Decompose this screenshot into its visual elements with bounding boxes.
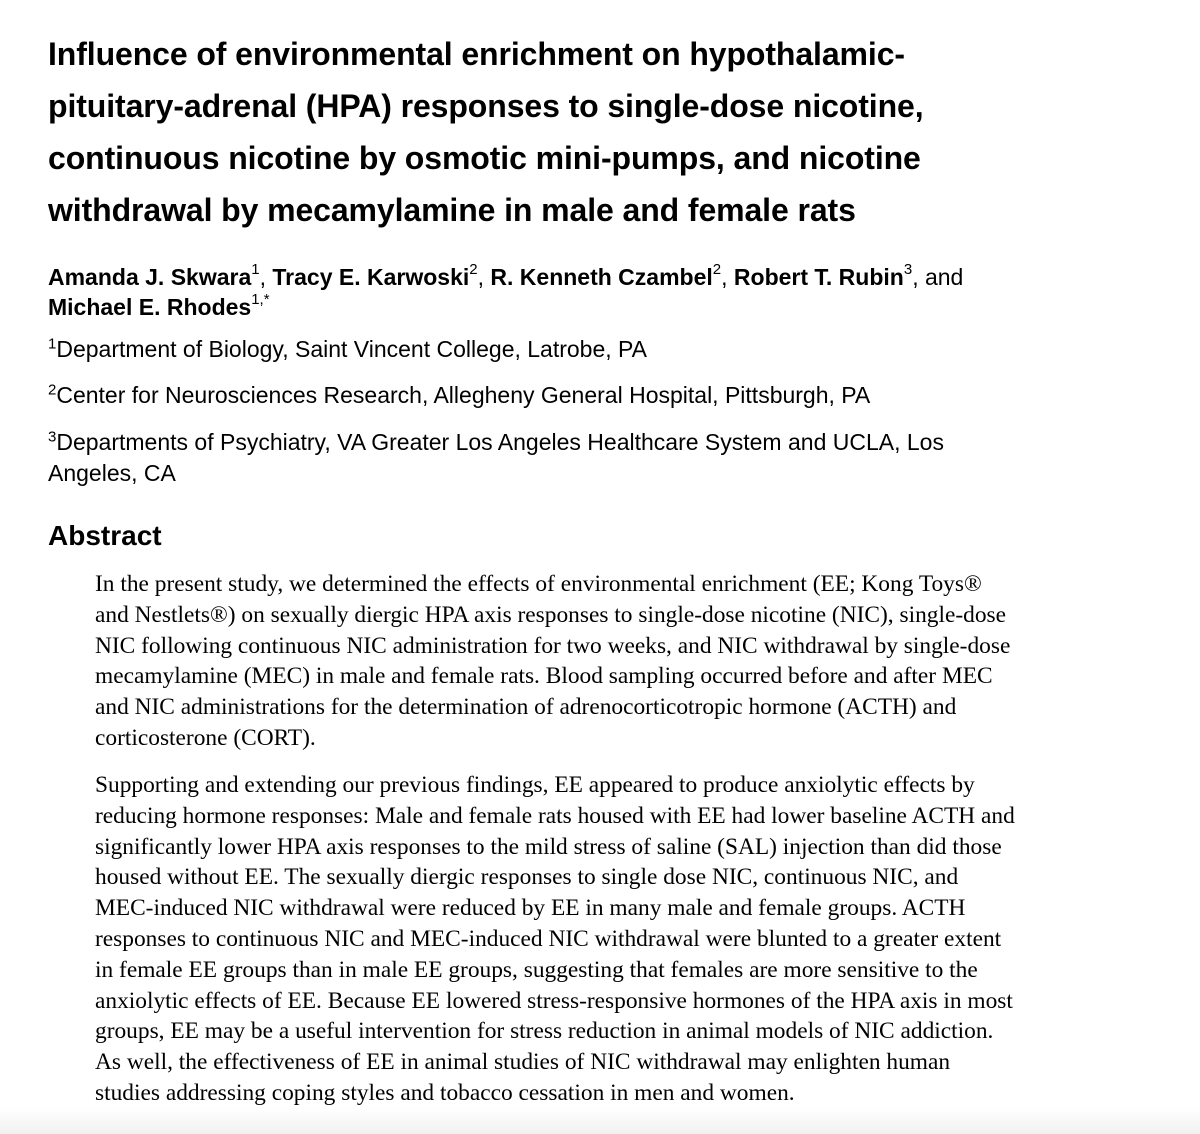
author-name: Amanda J. Skwara <box>48 264 252 290</box>
abstract-line: responses to continuous NIC and MEC-induced NIC withdrawal were blunted to a greater extent <box>95 925 1002 952</box>
abstract-line: MEC-induced NIC withdrawal were reduced by EE in many male and female groups. ACTH <box>95 895 966 922</box>
title-line: withdrawal by mecamylamine in male and female rats <box>48 192 856 228</box>
paper-title <box>48 28 1168 236</box>
author-line <box>48 292 1168 322</box>
abstract-line: and Nestlets®) on sexually diergic HPA axis responses to single-dose nicotine (NIC), single-dose <box>95 601 1007 628</box>
abstract-paragraph-2 <box>95 770 1165 1109</box>
author-affiliation-mark: 1 <box>251 261 260 279</box>
author-name: Tracy E. Karwoski <box>272 264 470 290</box>
affiliation-line <box>48 427 1168 458</box>
abstract-line: mecamylamine (MEC) in male and female rats. Blood sampling occurred before and after MEC <box>95 663 993 690</box>
author-separator: , <box>721 264 734 290</box>
abstract-line: housed without EE. The sexually diergic responses to single dose NIC, continuous NIC, and <box>95 864 959 891</box>
author-separator: , <box>259 264 273 290</box>
abstract-line: As well, the effectiveness of EE in animal studies of NIC withdrawal may enlighten human <box>95 1049 951 1076</box>
affiliation-mark: 2 <box>48 381 57 399</box>
author-affiliation-mark: 2 <box>469 261 478 279</box>
author-separator: , <box>477 264 491 290</box>
abstract-heading: Abstract <box>48 520 162 551</box>
author-name: Michael E. Rhodes <box>48 294 252 320</box>
abstract-line: anxiolytic effects of EE. Because EE lowered stress-responsive hormones of the HPA axis in most <box>95 987 1013 1014</box>
affiliation-1 <box>48 334 1168 365</box>
abstract-paragraph-1 <box>95 569 1165 754</box>
author-affiliation-mark: 1,* <box>251 291 270 309</box>
abstract-line: reducing hormone responses: Male and female rats housed with EE had lower baseline ACTH and <box>95 802 1015 829</box>
title-line: continuous nicotine by osmotic mini-pumps, and nicotine <box>48 140 921 176</box>
abstract-line: corticosterone (CORT). <box>95 724 316 751</box>
abstract-line: Supporting and extending our previous findings, EE appeared to produce anxiolytic effects by <box>95 772 975 798</box>
abstract-line: and NIC administrations for the determination of adrenocorticotropic hormone (ACTH) and <box>95 694 957 721</box>
abstract-line: groups, EE may be a useful intervention for stress reduction in animal models of NIC addiction. <box>95 1018 994 1045</box>
author-line <box>48 262 1168 292</box>
title-line: pituitary-adrenal (HPA) responses to single-dose nicotine, <box>48 88 924 124</box>
page-bottom-edge <box>0 1108 1200 1134</box>
affiliation-line: Angeles, CA <box>48 460 176 486</box>
affiliation-text: Department of Biology, Saint Vincent College, Latrobe, PA <box>56 336 648 362</box>
author-affiliation-mark: 2 <box>712 261 722 279</box>
title-line: Influence of environmental enrichment on hypothalamic- <box>48 36 905 72</box>
affiliation-text: Departments of Psychiatry, VA Greater Los Angeles Healthcare System and UCLA, Los <box>56 429 944 455</box>
affiliation-line <box>48 334 1168 365</box>
affiliation-3 <box>48 427 1168 489</box>
author-separator: , and <box>912 264 964 290</box>
affiliation-text: Center for Neurosciences Research, Allegheny General Hospital, Pittsburgh, PA <box>56 382 871 408</box>
author-list <box>48 262 1168 322</box>
author-affiliation-mark: 3 <box>903 261 913 279</box>
abstract-line: In the present study, we determined the effects of environmental enrichment (EE; Kong Toys® <box>95 571 982 597</box>
affiliation-mark: 3 <box>48 428 57 446</box>
affiliation-2 <box>48 380 1168 411</box>
affiliation-line <box>48 380 1168 411</box>
author-name: Robert T. Rubin <box>733 264 904 290</box>
abstract-line: studies addressing coping styles and tobacco cessation in men and women. <box>95 1079 795 1106</box>
abstract-line: in female EE groups than in male EE groups, suggesting that females are more sensitive to the <box>95 956 978 983</box>
abstract-line: significantly lower HPA axis responses to the mild stress of saline (SAL) injection than did those <box>95 833 1002 860</box>
abstract-line: NIC following continuous NIC administration for two weeks, and NIC withdrawal by single-dose <box>95 632 1011 659</box>
affiliation-mark: 1 <box>48 335 57 353</box>
author-name: R. Kenneth Czambel <box>490 264 713 290</box>
